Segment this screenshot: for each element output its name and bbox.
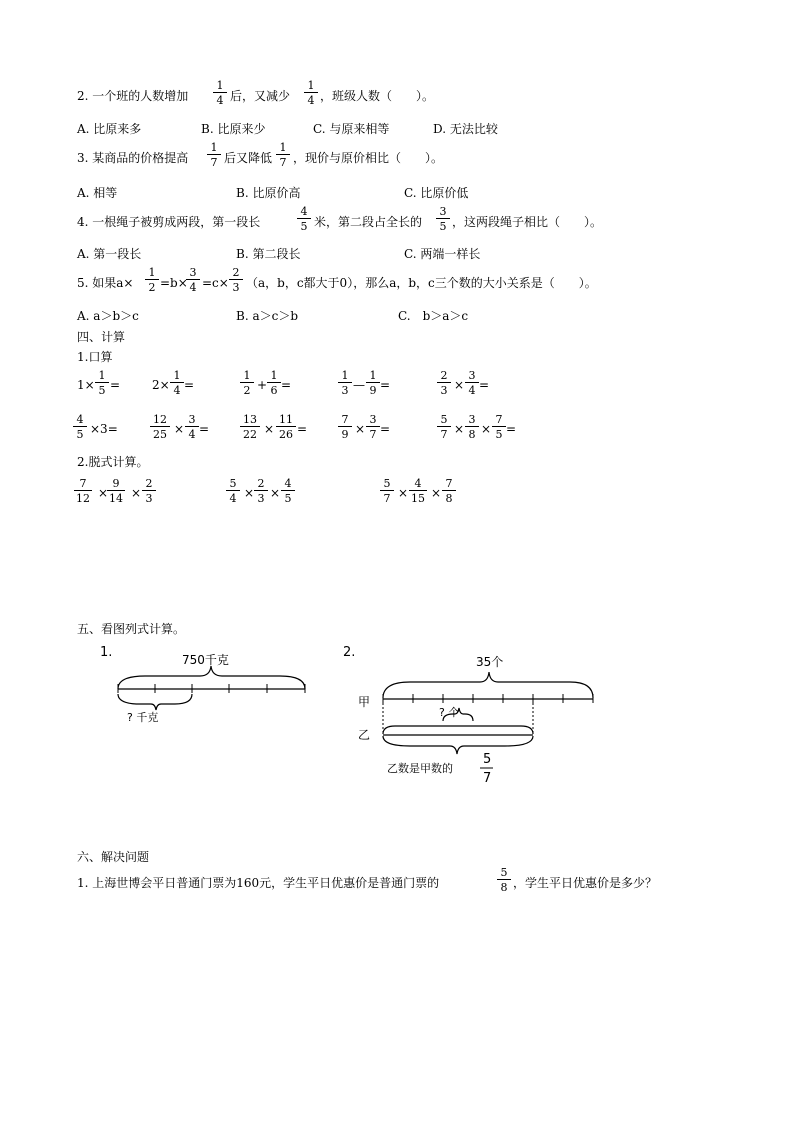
q2-fraction-2: 1 4: [304, 80, 318, 106]
fraction: 12 25: [150, 414, 170, 440]
fraction: 7 9: [338, 414, 352, 440]
q5-suffix: （a，b，c都大于0），那么a，b，c三个数的大小关系是（ ）。: [246, 276, 597, 290]
q3-fraction-2: 1 7: [276, 142, 290, 168]
fraction: 3 7: [366, 414, 380, 440]
fraction: 5 7: [380, 478, 394, 504]
fraction: 1 2: [240, 370, 254, 396]
fraction: 7 12: [76, 477, 90, 505]
diagram-2: [355, 650, 615, 790]
q5-option-a: A. a＞b＞c: [77, 309, 139, 323]
fraction: 4 5: [73, 414, 87, 440]
diagram-2-number: 2.: [343, 645, 356, 660]
q5-fraction-1: 1 2: [145, 267, 159, 293]
fraction: 3 4: [465, 370, 479, 396]
fraction: 1 6: [267, 370, 281, 396]
q5-prefix: 5. 如果a×: [77, 276, 134, 290]
q3-option-a: A. 相等: [77, 186, 118, 200]
fraction: 1 4: [170, 370, 184, 396]
section-6-q1-post: ，学生平日优惠价是多少？: [513, 876, 658, 890]
q3-option-c: C. 比原价低: [404, 186, 469, 200]
fraction: 7 5: [492, 414, 506, 440]
diagram-1-total-label: 750千克: [182, 653, 229, 667]
fraction: 5 7: [437, 414, 451, 440]
q4-fraction-1: 4 5: [297, 206, 311, 232]
diagram-2-jia-label: 甲: [358, 695, 371, 709]
q5-p3: =c×: [202, 276, 229, 290]
diagram-1-top-brace: [118, 666, 305, 689]
q4-mid: 米，第二段占全长的: [314, 215, 423, 229]
q3-fraction-1: 1 7: [207, 142, 221, 168]
q4-prefix: 4. 一根绳子被剪成两段，第一段长: [77, 215, 261, 229]
q2-prefix: 2. 一个班的人数增加: [77, 89, 189, 103]
section-6-title: 六、解决问题: [77, 850, 150, 864]
q2-option-a: A. 比原来多: [77, 122, 142, 136]
q2-fraction-1: 1 4: [213, 80, 227, 106]
fraction: 2 3: [254, 478, 268, 504]
fraction: 3 8: [465, 414, 479, 440]
fraction: 2 3: [437, 370, 451, 396]
diagram-2-fraction-numerator: 5: [483, 752, 492, 767]
diagram-2-relation-label: 乙数是甲数的: [387, 762, 453, 775]
diagram-1-number: 1.: [100, 645, 113, 660]
q4-option-b: B. 第二段长: [236, 247, 301, 261]
q5-fraction-3: 2 3: [229, 267, 243, 293]
q5-option-c: C. b＞a＞c: [398, 309, 469, 323]
q5-fraction-2: 3 4: [186, 267, 200, 293]
q4-fraction-2: 3 5: [436, 206, 450, 232]
q4-option-a: A. 第一段长: [77, 247, 142, 261]
fraction: 3 4: [185, 414, 199, 440]
diagram-1-bottom-brace: [118, 694, 192, 710]
section-6-q1-pre: 1. 上海世博会平日普通门票为160元，学生平日优惠价是普通门票的: [77, 876, 440, 890]
q2-mid: 后，又减少: [230, 89, 291, 103]
fraction: 9 14: [109, 477, 123, 505]
fraction: 1 3: [338, 370, 352, 396]
section-5-title: 五、看图列式计算。: [77, 622, 186, 636]
q3-prefix: 3. 某商品的价格提高: [77, 151, 189, 165]
q3-suffix: ，现价与原价相比（ ）。: [293, 151, 444, 165]
section-6-q1-fraction: 5 8: [497, 867, 511, 893]
fraction: 4 5: [281, 478, 295, 504]
q2-option-c: C. 与原来相等: [313, 122, 390, 136]
fraction: 7 8: [442, 478, 456, 504]
q4-suffix: ，这两段绳子相比（ ）。: [452, 215, 603, 229]
q2-option-d: D. 无法比较: [433, 122, 498, 136]
fraction: 5 4: [226, 478, 240, 504]
section-4-title: 四、计算: [77, 330, 126, 344]
diagram-2-ask-label: ? 个: [439, 706, 460, 719]
oral-calc-title: 1.口算: [77, 350, 113, 364]
diagram-2-fraction-denominator: 7: [483, 771, 492, 786]
fraction: 4 15: [411, 477, 425, 505]
fraction: 11 26: [276, 414, 296, 440]
diagram-2-yi-label: 乙: [358, 728, 371, 742]
step-calc-title: 2.脱式计算。: [77, 455, 149, 469]
q2-option-b: B. 比原来少: [201, 122, 266, 136]
diagram-2-top-brace: [383, 672, 593, 698]
fraction: 13 22: [240, 414, 260, 440]
fraction: 1 5: [95, 370, 109, 396]
diagram-2-total-label: 35个: [476, 655, 504, 669]
q2-suffix: ，班级人数（ ）。: [320, 89, 435, 103]
q5-p2: =b×: [160, 276, 188, 290]
fraction: 2 3: [142, 478, 156, 504]
q2-stem: [77, 89, 188, 103]
fraction: 1 9: [366, 370, 380, 396]
q3-mid: 后又降低: [224, 151, 273, 165]
diagram-1: [105, 648, 325, 728]
q4-option-c: C. 两端一样长: [404, 247, 481, 261]
diagram-2-yi-bottom-brace: [383, 736, 533, 754]
q5-option-b: B. a＞c＞b: [236, 309, 299, 323]
diagram-1-ask-label: ? 千克: [127, 711, 159, 724]
diagram-2-yi-top-brace: [383, 726, 533, 734]
q3-option-b: B. 比原价高: [236, 186, 301, 200]
